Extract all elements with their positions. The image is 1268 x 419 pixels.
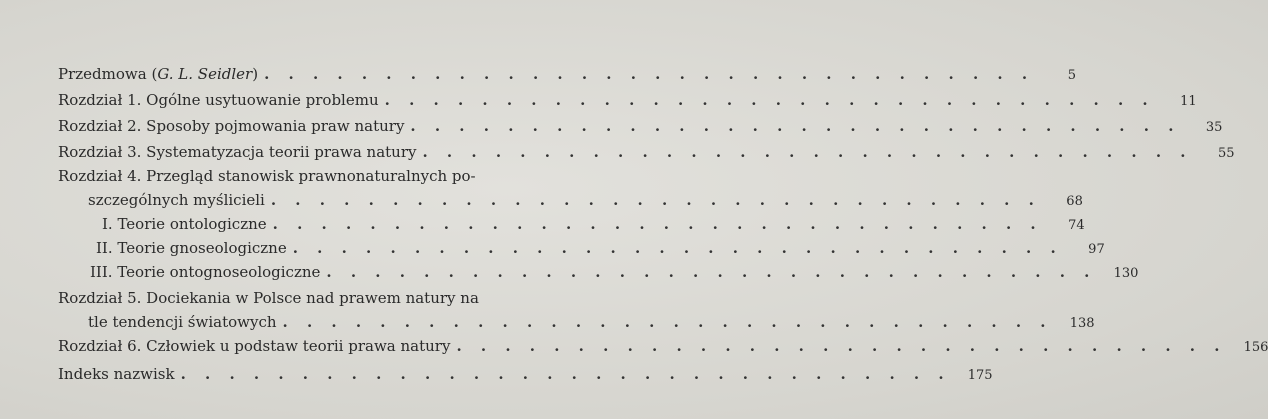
toc-leader-dots: . . . . . . . . . . . . . . . . . . . . . . . . . . . . . . . . [270, 191, 1041, 209]
toc-entry-label: Rozdział 1. Ogólne usytuowanie problemu [58, 91, 379, 109]
toc-entry-chapter-4 [58, 164, 568, 188]
toc-entry-label: Rozdział 2. Sposoby pojmowania praw natury [58, 117, 405, 135]
toc-page-number: 97 [1088, 242, 1105, 257]
toc-entry-label: I. Teorie ontologiczne [102, 215, 267, 233]
toc-leader-dots: . . . . . . . . . . . . . . . . . . . . . . . . . . . . . . . . [292, 239, 1063, 257]
toc-entry-label: Rozdział 5. Dociekania w Polsce nad prawem natury na [58, 289, 479, 307]
toc-page-number: 130 [1113, 266, 1139, 281]
toc-page-number: 11 [1180, 94, 1197, 109]
toc-entry-label: Rozdział 4. Przegląd stanowisk prawnonaturalnych po- [58, 167, 476, 185]
toc-entry-label-continuation: tle tendencji światowych [88, 313, 277, 331]
toc-leader-dots: . . . . . . . . . . . . . . . . . . . . . . . . . . . . . . . . [180, 365, 951, 383]
toc-entry-label: Indeks nazwisk [58, 365, 175, 383]
toc-entry-label: Rozdział 3. Systematyzacja teorii prawa natury [58, 143, 417, 161]
toc-leader-dots: . . . . . . . . . . . . . . . . . . . . . . . . . . . . . . . . [272, 215, 1043, 233]
toc-leader-dots: . . . . . . . . . . . . . . . . . . . . . . . . . . . . . . . . [422, 143, 1193, 161]
toc-page-number: 35 [1205, 120, 1223, 135]
toc-leader-dots: . . . . . . . . . . . . . . . . . . . . . . . . . . . . . . . . [384, 91, 1155, 109]
toc-entry-chapter-2 [58, 114, 1223, 138]
toc-page-number: 5 [1067, 68, 1077, 83]
toc-entry-chapter-3 [58, 140, 1235, 164]
toc-leader-dots: . . . . . . . . . . . . . . . . . . . . . . . . . . . . . . . . [410, 117, 1181, 135]
toc-leader-dots: . . . . . . . . . . . . . . . . . . . . . . . . . . . . . . . . [264, 65, 1035, 83]
toc-entry-label-continuation: szczególnych myślicieli [88, 191, 265, 209]
toc-entry-chapter-4-continuation [88, 188, 1083, 212]
toc-entry-section-3 [90, 260, 1139, 284]
toc-entry-label: Rozdział 6. Człowiek u podstaw teorii prawa natury [58, 337, 451, 355]
toc-leader-dots: . . . . . . . . . . . . . . . . . . . . . . . . . . . . . . . . [326, 263, 1097, 281]
toc-leader-dots: . . . . . . . . . . . . . . . . . . . . . . . . . . . . . . . . [282, 313, 1053, 331]
toc-page-number: 175 [967, 368, 993, 383]
toc-entry-label: II. Teorie gnoseologiczne [96, 239, 287, 257]
toc-page-number: 138 [1069, 316, 1095, 331]
toc-page-number: 74 [1068, 218, 1085, 233]
toc-entry-chapter-1 [58, 88, 1197, 112]
toc-entry-section-1 [102, 212, 1085, 236]
toc-entry-section-2 [96, 236, 1105, 260]
toc-page-number: 156 [1243, 340, 1268, 355]
toc-page-number: 55 [1217, 146, 1235, 161]
toc-entry-chapter-5 [58, 286, 568, 310]
toc-leader-dots: . . . . . . . . . . . . . . . . . . . . . . . . . . . . . . . . [456, 337, 1227, 355]
toc-entry-label: III. Teorie ontognoseologiczne [90, 263, 321, 281]
toc-entry-preface [58, 62, 1077, 86]
toc-entry-chapter-5-continuation [88, 310, 1095, 334]
toc-entry-chapter-6 [58, 334, 1268, 358]
toc-page-number: 68 [1066, 194, 1083, 209]
toc-entry-label: Przedmowa (G. L. Seidler) [58, 65, 259, 83]
toc-entry-index [58, 362, 993, 386]
